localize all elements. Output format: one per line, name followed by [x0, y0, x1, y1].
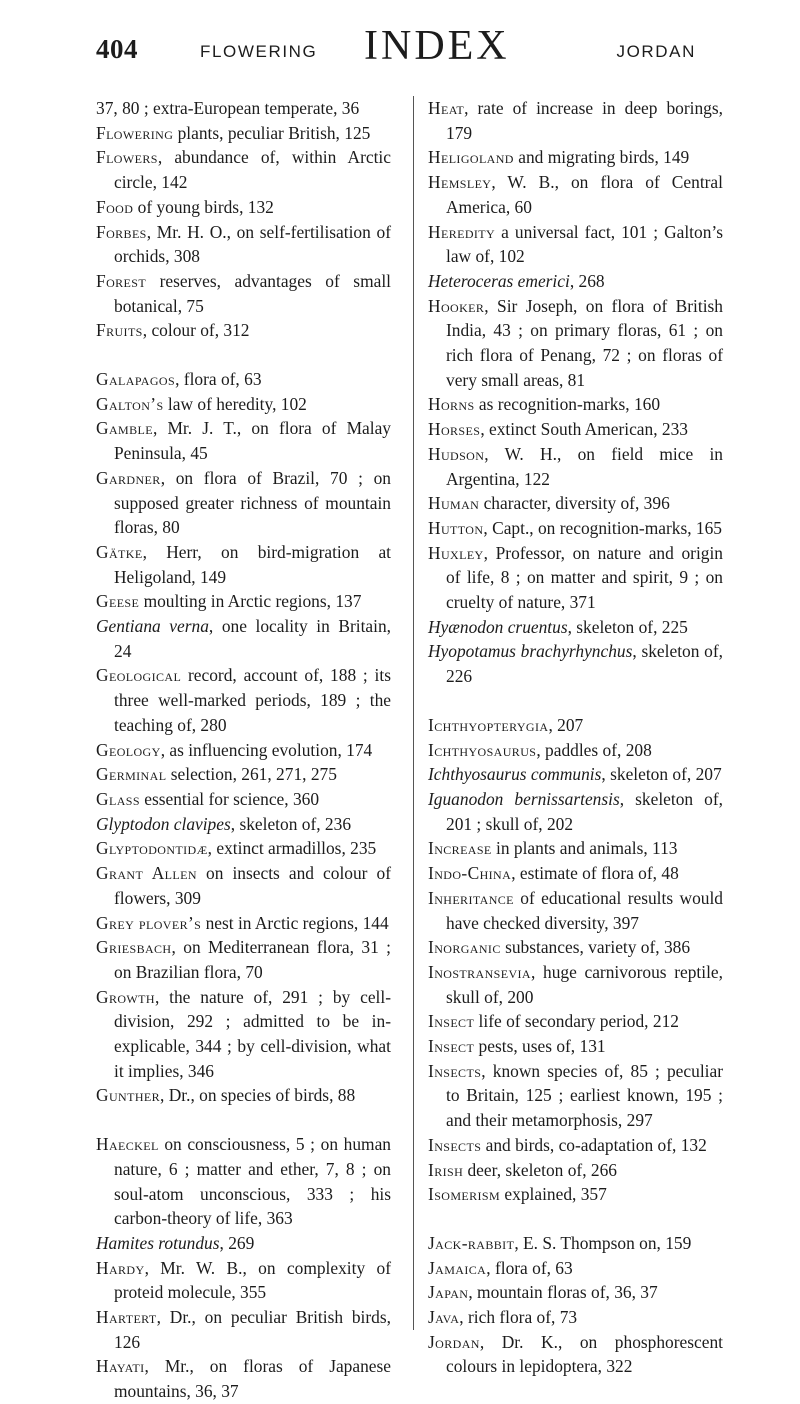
- index-entry: [428, 220, 723, 269]
- index-entry: [428, 1009, 723, 1034]
- entry-heading: Insects: [428, 1060, 482, 1081]
- entry-text: , rate of increase in deep borings, 179: [446, 98, 723, 143]
- entry-heading: Gentiana verna: [96, 616, 209, 637]
- entry-heading: Heteroceras emerici: [428, 270, 570, 291]
- entry-text: , Herr, on bird-migration at Heligoland, 149: [114, 541, 391, 587]
- entry-text: law of heredity, 102: [163, 393, 307, 414]
- entry-text: , Mr. J. T., on flora of Malay Peninsula, 45: [114, 418, 391, 464]
- entry-text: , on Mediterranean flora, 31 ; on Brazilian flora, 70: [114, 937, 391, 982]
- index-entry: [428, 442, 723, 491]
- entry-heading: Ichthyosaurus: [428, 739, 537, 760]
- index-entry: [428, 762, 723, 787]
- entry-text: plants, peculiar British, 125: [173, 122, 371, 143]
- entry-text: , skeleton of, 201 ; skull of, 202: [446, 788, 723, 834]
- entry-heading: Haeckel: [96, 1134, 159, 1155]
- index-entry: [96, 416, 391, 465]
- entry-heading: Ichthyopterygia: [428, 714, 549, 735]
- entry-text: on consciousness, 5 ; on human nature, 6 ; matter and ether, 7, 8 ; on soul-atom unconscious, 333 ; his carbon-theory of life, 363: [114, 1134, 391, 1229]
- entry-heading: Hamites rotundus: [96, 1232, 220, 1253]
- entry-text: essential for science, 360: [139, 788, 320, 809]
- entry-heading: Increase: [428, 838, 492, 859]
- entry-text: , huge carnivorous reptile, skull of, 200: [446, 961, 723, 1007]
- entry-text: pests, uses of, 131: [474, 1036, 606, 1057]
- index-entry: [428, 392, 723, 417]
- page-header: [96, 22, 696, 70]
- entry-text: , abundance of, within Arctic circle, 142: [114, 147, 391, 193]
- column-divider: [413, 96, 414, 1330]
- entry-heading: Glyptodon clavipes: [96, 813, 231, 834]
- index-column-left: [96, 96, 391, 1404]
- entry-text: , flora of, 63: [175, 369, 262, 390]
- entry-text: , Dr. K., on phosphorescent colours in lepidoptera, 322: [446, 1331, 723, 1377]
- index-entry: [428, 96, 723, 145]
- entry-text: and birds, co-adaptation of, 132: [481, 1134, 707, 1155]
- entry-text: , Mr. W. B., on complexity of proteid molecule, 355: [114, 1257, 391, 1303]
- index-entry: [428, 960, 723, 1009]
- entry-text: and migrating birds, 149: [513, 147, 690, 168]
- entry-text: , mountain floras of, 36, 37: [468, 1282, 658, 1303]
- entry-heading: Japan: [428, 1282, 469, 1303]
- index-entry: [96, 738, 391, 763]
- entry-heading: Forest: [96, 270, 147, 291]
- entry-text: , E. S. Thompson on, 159: [514, 1232, 692, 1253]
- entry-text: , skeleton of, 226: [446, 641, 723, 687]
- entry-text: selection, 261, 271, 275: [166, 764, 337, 785]
- entry-heading: Geese: [96, 591, 140, 612]
- entry-text: , on flora of Brazil, 70 ; on supposed greater richness of mountain floras, 80: [114, 467, 391, 538]
- entry-heading: Human: [428, 493, 480, 514]
- entry-heading: Java: [428, 1307, 460, 1328]
- index-entry: [428, 1158, 723, 1183]
- entry-heading: Heligoland: [428, 147, 514, 168]
- index-entry: [428, 541, 723, 615]
- index-entry: [428, 1330, 723, 1379]
- page-title: INDEX: [364, 23, 510, 69]
- index-entry: [96, 318, 391, 343]
- index-entry: [428, 886, 723, 935]
- entry-text: substances, variety of, 386: [500, 937, 691, 958]
- entry-heading: Glyptodontidæ: [96, 838, 208, 859]
- index-entry: [96, 121, 391, 146]
- entry-text: , 268: [569, 270, 605, 291]
- entry-heading: Insects: [428, 1134, 482, 1155]
- entry-heading: Geology: [96, 739, 161, 760]
- entry-text: deer, skeleton of, 266: [463, 1159, 617, 1180]
- index-column-right: [428, 96, 723, 1379]
- index-entry: [96, 762, 391, 787]
- entry-text: , Capt., on recognition-marks, 165: [483, 517, 723, 538]
- running-head-left: FLOWERING: [200, 42, 318, 61]
- entry-text: moulting in Arctic regions, 137: [139, 591, 362, 612]
- index-entry: [96, 1305, 391, 1354]
- entry-text: , skeleton of, 236: [230, 813, 352, 834]
- entry-heading: Horses: [428, 419, 481, 440]
- running-head-right: JORDAN: [616, 42, 696, 61]
- index-entry: [428, 1231, 723, 1256]
- entry-heading: Griesbach: [96, 937, 172, 958]
- entry-heading: Grey plover’s: [96, 912, 202, 933]
- entry-heading: Food: [96, 196, 134, 217]
- entry-heading: Hutton: [428, 517, 484, 538]
- entry-text: , flora of, 63: [486, 1257, 573, 1278]
- index-entry: [96, 911, 391, 936]
- entry-heading: Gunther: [96, 1085, 161, 1106]
- index-entry: [428, 294, 723, 393]
- entry-heading: Hartert: [96, 1307, 157, 1328]
- entry-heading: Irish: [428, 1159, 464, 1180]
- entry-heading: Hyænodon cruentus: [428, 616, 568, 637]
- entry-heading: Horns: [428, 394, 475, 415]
- index-entry: [428, 713, 723, 738]
- entry-text: character, diversity of, 396: [479, 493, 670, 514]
- entry-text: life of secondary period, 212: [474, 1011, 679, 1032]
- entry-heading: Gätke: [96, 541, 143, 562]
- index-entry: [428, 1182, 723, 1207]
- entry-text: , 207: [548, 714, 584, 735]
- entry-text: , 269: [219, 1232, 255, 1253]
- entry-heading: Indo-China: [428, 863, 512, 884]
- entry-text: , skeleton of, 207: [601, 764, 722, 785]
- entry-text: , extinct South American, 233: [480, 419, 688, 440]
- entry-text: , one locality in Britain, 24: [114, 616, 391, 661]
- entry-heading: Inheritance: [428, 887, 514, 908]
- index-entry: [428, 787, 723, 836]
- index-entry: [428, 1280, 723, 1305]
- entry-text: , rich flora of, 73: [459, 1307, 578, 1328]
- entry-text: , Dr., on species of birds, 88: [160, 1085, 356, 1106]
- entry-heading: Heredity: [428, 221, 496, 242]
- entry-text: explained, 357: [500, 1184, 607, 1205]
- entry-heading: Jamaica: [428, 1257, 487, 1278]
- entry-heading: Flowering: [96, 122, 174, 143]
- entry-heading: Flowers: [96, 147, 158, 168]
- entry-text: as recognition-marks, 160: [474, 394, 661, 415]
- entry-heading: Hudson: [428, 443, 485, 464]
- entry-text: in plants and animals, 113: [491, 838, 678, 859]
- index-entry: [96, 614, 391, 663]
- entry-heading: Inostransevia: [428, 961, 531, 982]
- entry-text: of young birds, 132: [133, 196, 274, 217]
- entry-heading: Ichthyosaurus communis: [428, 764, 602, 785]
- index-entry: [428, 1133, 723, 1158]
- entry-text: , Dr., on peculiar British birds, 126: [114, 1307, 391, 1352]
- index-entry: [428, 1256, 723, 1281]
- entry-heading: Insect: [428, 1011, 475, 1032]
- entry-text: on insects and colour of flowers, 309: [114, 863, 392, 908]
- index-entry: [96, 1231, 391, 1256]
- entry-heading: Germinal: [96, 764, 167, 785]
- entry-text: a universal fact, 101 ; Galton’s law of, 102: [446, 221, 723, 267]
- entry-text: , Sir Joseph, on flora of British India, 43 ; on primary floras, 61 ; on rich flora of Penang, 72 ; on floras of very small areas, 81: [446, 295, 723, 390]
- index-entry: [96, 985, 391, 1084]
- entry-heading: Insect: [428, 1036, 475, 1057]
- page-number: 404: [96, 34, 138, 64]
- index-entry: [96, 663, 391, 737]
- index-entry: [96, 1256, 391, 1305]
- index-entry: [96, 540, 391, 589]
- index-entry: [428, 861, 723, 886]
- entry-heading: Galapagos: [96, 369, 176, 390]
- index-entry: [96, 589, 391, 614]
- entry-text: , extinct armadillos, 235: [207, 838, 377, 859]
- index-entry: [428, 615, 723, 640]
- entry-text: , as influencing evolution, 174: [160, 739, 373, 760]
- entry-text: nest in Arctic regions, 144: [201, 912, 389, 933]
- index-entry: [96, 466, 391, 540]
- entry-text: , skeleton of, 225: [567, 616, 688, 637]
- index-entry: [428, 516, 723, 541]
- index-entry: [428, 145, 723, 170]
- index-entry: [96, 935, 391, 984]
- entry-heading: Growth: [96, 986, 155, 1007]
- index-entry: [428, 1059, 723, 1133]
- index-entry: [96, 787, 391, 812]
- entry-heading: Gamble: [96, 418, 153, 439]
- entry-heading: Isomerism: [428, 1184, 501, 1205]
- entry-heading: Glass: [96, 788, 140, 809]
- entry-heading: Iguanodon bernissartensis: [428, 788, 620, 809]
- index-entry: [428, 1305, 723, 1330]
- entry-text: , W. B., on flora of Central America, 60: [446, 172, 723, 217]
- entry-text: , known species of, 85 ; peculiar to Britain, 125 ; earliest known, 195 ; and their metamorphosis, 297: [446, 1060, 723, 1131]
- index-entry: [428, 417, 723, 442]
- index-entry: [428, 935, 723, 960]
- index-entry: [428, 269, 723, 294]
- index-entry: [428, 170, 723, 219]
- entry-heading: Huxley: [428, 542, 484, 563]
- index-entry: [428, 1034, 723, 1059]
- index-entry: [428, 738, 723, 763]
- index-entry: [96, 812, 391, 837]
- index-entry: [96, 836, 391, 861]
- entry-heading: Grant Allen: [96, 863, 197, 884]
- index-entry: [428, 491, 723, 516]
- entry-heading: Geological: [96, 665, 182, 686]
- entry-text: , W. H., on field mice in Argentina, 122: [446, 443, 723, 489]
- entry-heading: Hayati: [96, 1356, 145, 1377]
- entry-heading: Hooker: [428, 295, 485, 316]
- entry-heading: Hyopotamus brachyrhynchus: [428, 641, 633, 662]
- index-entry: [96, 269, 391, 318]
- entry-text: , estimate of flora of, 48: [511, 863, 679, 884]
- index-entry: [96, 1132, 391, 1231]
- index-entry: [96, 861, 391, 910]
- entry-heading: Hardy: [96, 1257, 145, 1278]
- index-entry: [96, 145, 391, 194]
- entry-text: , paddles of, 208: [536, 739, 652, 760]
- index-entry: [96, 367, 391, 392]
- entry-heading: Inorganic: [428, 937, 501, 958]
- entry-heading: Fruits: [96, 320, 143, 341]
- index-entry: [96, 195, 391, 220]
- index-entry: [96, 96, 391, 121]
- entry-text: 37, 80 ; extra-European temperate, 36: [96, 98, 360, 118]
- entry-text: , Professor, on nature and origin of life, 8 ; on matter and spirit, 9 ; on cruelty of nature, 371: [446, 542, 723, 613]
- entry-text: record, account of, 188 ; its three well-marked periods, 189 ; the teaching of, 280: [114, 665, 391, 735]
- entry-text: , the nature of, 291 ; by cell-division, 292 ; admitted to be inexplicable, 344 ; by cell-division, what it implies, 346: [114, 986, 391, 1081]
- entry-text: reserves, advantages of small botanical, 75: [114, 270, 391, 316]
- entry-heading: Jordan: [428, 1331, 480, 1352]
- index-entry: [96, 220, 391, 269]
- index-entry: [96, 1083, 391, 1108]
- entry-text: , Mr. H. O., on self-fertilisation of orchids, 308: [114, 221, 391, 267]
- index-entry: [428, 836, 723, 861]
- entry-text: , colour of, 312: [142, 320, 250, 341]
- entry-heading: Hemsley: [428, 172, 492, 193]
- entry-heading: Forbes: [96, 221, 147, 242]
- entry-heading: Heat: [428, 98, 465, 118]
- entry-heading: Galton’s: [96, 393, 164, 414]
- entry-heading: Jack-rabbit: [428, 1232, 515, 1253]
- index-entry: [428, 639, 723, 688]
- entry-heading: Gardner: [96, 467, 161, 488]
- index-entry: [96, 392, 391, 417]
- entry-text: of educational results would have checked diversity, 397: [446, 887, 723, 933]
- entry-text: , Mr., on floras of Japanese mountains, 36, 37: [114, 1356, 391, 1402]
